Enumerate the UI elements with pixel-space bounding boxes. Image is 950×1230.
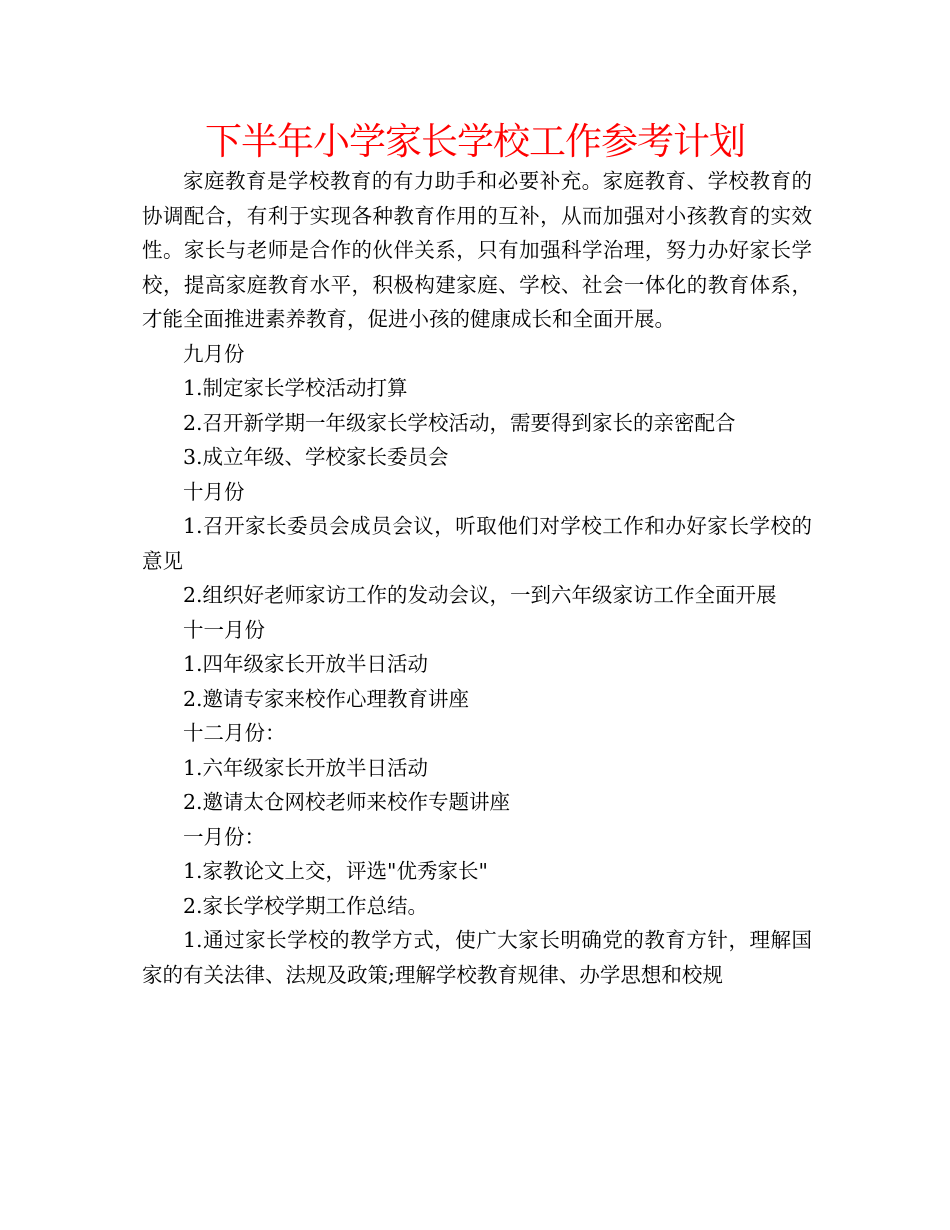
list-item: 1.六年级家长开放半日活动: [183, 755, 429, 780]
list-item: 1.制定家长学校活动打算: [183, 376, 408, 400]
list-item: 3.成立年级、学校家长委员会: [183, 445, 449, 469]
list-item: 2.邀请专家来校作心理教育讲座: [183, 686, 470, 711]
intro-paragraph: 家庭教育是学校教育的有力助手和必要补充。家庭教育、学校教育的协调配合，有利于实现各种教育作用的互补，从而加强对小孩教育的实效性。家长与老师是合作的伙伴关系，只有加强科学治理，努力办好家长学校，提高家庭教育水平，积极构建家庭、学校、社会一体化的教育体系，才能全面推进素养教育，促进小孩的健康成长和全面开展。: [142, 169, 812, 331]
document-body: [142, 164, 812, 992]
list-item: 2.邀请太仓网校老师来校作专题讲座: [183, 790, 511, 814]
month-heading-september: 九月份: [183, 341, 245, 366]
month-heading-december: 十二月份：: [183, 721, 286, 745]
list-item: 1.召开家长委员会成员会议，听取他们对学校工作和办好家长学校的意见: [142, 514, 812, 573]
month-heading-november: 十一月份: [183, 617, 265, 642]
body-paragraph: 1.通过家长学校的教学方式，使广大家长明确党的教育方针，理解国家的有关法律、法规及政策;理解学校教育规律、办学思想和校规: [142, 928, 812, 987]
month-heading-october: 十月份: [183, 479, 245, 504]
list-item: 1.四年级家长开放半日活动: [183, 652, 429, 676]
list-item: 2.家长学校学期工作总结。: [183, 893, 429, 918]
list-item: 1.家教论文上交，评选"优秀家长": [183, 859, 488, 883]
list-item: 2.组织好老师家访工作的发动会议，一到六年级家访工作全面开展: [183, 583, 777, 607]
document-title: 下半年小学家长学校工作参考计划: [205, 120, 745, 163]
list-item: 2.召开新学期一年级家长学校活动，需要得到家长的亲密配合: [183, 410, 736, 435]
month-heading-january: 一月份：: [183, 824, 265, 849]
